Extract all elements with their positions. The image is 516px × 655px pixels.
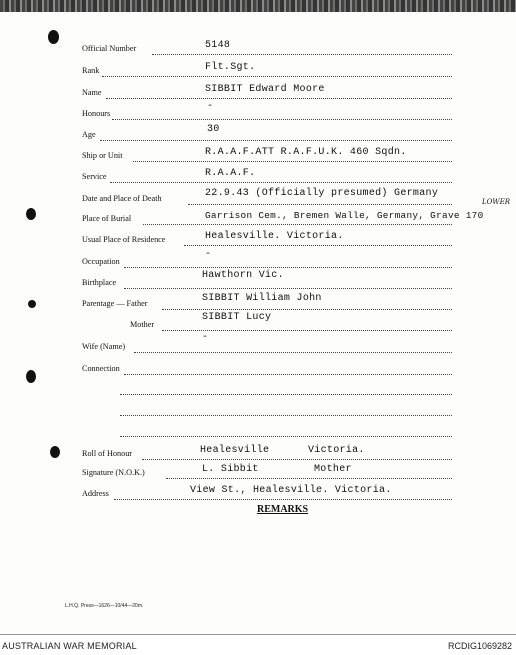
field-label: Address xyxy=(82,489,109,498)
field-label: Connection xyxy=(82,364,120,373)
field-value: 22.9.43 (Officially presumed) Germany xyxy=(205,188,439,199)
field-connection xyxy=(0,360,516,378)
field-label: Name xyxy=(82,88,102,97)
field-rule xyxy=(188,204,452,205)
field-rule xyxy=(184,245,452,246)
field-official-number xyxy=(0,40,516,58)
field-rule xyxy=(124,267,452,268)
field-value: R.A.A.F.ATT R.A.F.U.K. 460 Sqdn. xyxy=(205,147,407,158)
field-rule xyxy=(106,98,452,99)
field-rule xyxy=(100,140,452,141)
field-value: Healesville. Victoria. xyxy=(205,231,344,242)
field-name xyxy=(0,84,516,102)
field-rule xyxy=(143,224,452,225)
field-rule xyxy=(162,309,452,310)
field-label: Official Number xyxy=(82,44,137,53)
archive-footer xyxy=(0,634,516,655)
field-label: Signature (N.O.K.) xyxy=(82,468,145,477)
field-roll-of-honour xyxy=(0,445,516,463)
field-rank xyxy=(0,62,516,80)
field-date-place-of-death xyxy=(0,190,516,208)
field-honours xyxy=(0,101,516,123)
field-label: Place of Burial xyxy=(82,214,132,223)
field-label: Wife (Name) xyxy=(82,342,126,351)
field-value: SIBBIT William John xyxy=(202,293,322,304)
field-value: 5148 xyxy=(205,40,231,51)
field-value: SIBBIT Lucy xyxy=(202,312,272,323)
field-rule xyxy=(110,182,452,183)
scan-edge xyxy=(0,0,516,12)
field-usual-residence xyxy=(0,231,516,249)
field-value: - xyxy=(202,332,209,343)
field-value: - xyxy=(207,101,214,112)
remarks-heading: REMARKS xyxy=(257,504,309,515)
field-value: SIBBIT Edward Moore xyxy=(205,84,325,95)
field-label: Date and Place of Death xyxy=(82,194,162,203)
field-label: Parentage — Father xyxy=(82,299,148,308)
blank-line xyxy=(120,436,452,437)
field-rule xyxy=(162,330,452,331)
signature-relation: Mother xyxy=(314,464,352,475)
blank-line xyxy=(120,394,452,395)
signature-name: L. Sibbit xyxy=(202,464,259,475)
field-rule xyxy=(142,459,452,460)
field-ship-or-unit xyxy=(0,147,516,165)
blank-line xyxy=(120,415,452,416)
field-signature xyxy=(0,464,516,482)
field-label: Usual Place of Residence xyxy=(82,235,166,244)
field-value: 30 xyxy=(207,124,220,135)
field-label: Age xyxy=(82,130,96,139)
field-father xyxy=(0,295,516,313)
field-rule xyxy=(134,352,452,353)
field-rule xyxy=(114,499,452,500)
field-label: Honours xyxy=(82,109,111,118)
field-label: Ship or Unit xyxy=(82,151,123,160)
field-rule xyxy=(112,119,452,120)
field-wife xyxy=(0,332,516,356)
field-value: View St., Healesville. Victoria. xyxy=(190,485,392,496)
roll-state: Victoria. xyxy=(308,445,365,456)
field-label: Birthplace xyxy=(82,278,117,287)
field-label: Occupation xyxy=(82,257,120,266)
field-label: Mother xyxy=(130,320,155,329)
handwritten-annotation: LOWER xyxy=(482,198,510,206)
field-rule xyxy=(152,54,452,55)
archive-name: AUSTRALIAN WAR MEMORIAL xyxy=(2,641,137,651)
field-age xyxy=(0,126,516,144)
field-value: - xyxy=(205,249,212,260)
field-label: Rank xyxy=(82,66,100,75)
field-birthplace xyxy=(0,270,516,292)
field-mother xyxy=(0,312,516,334)
field-value: R.A.A.F. xyxy=(205,168,256,179)
field-rule xyxy=(102,76,452,77)
printer-imprint: L.H.Q. Press—1626—10/44—20m. xyxy=(65,603,144,609)
field-address xyxy=(0,485,516,503)
archive-reference: RCDIG1069282 xyxy=(447,641,512,651)
roll-place: Healesville xyxy=(200,445,270,456)
field-service xyxy=(0,168,516,186)
field-rule xyxy=(124,374,452,375)
field-value: Garrison Cem., Bremen Walle, Germany, Grave 170 xyxy=(205,210,484,221)
field-rule xyxy=(124,288,452,289)
field-rule xyxy=(133,161,452,162)
field-rule xyxy=(166,478,452,479)
field-occupation xyxy=(0,249,516,271)
field-label: Service xyxy=(82,172,107,181)
field-label: Roll of Honour xyxy=(82,449,133,458)
field-value: Flt.Sgt. xyxy=(205,62,256,73)
field-value: Hawthorn Vic. xyxy=(202,270,284,281)
